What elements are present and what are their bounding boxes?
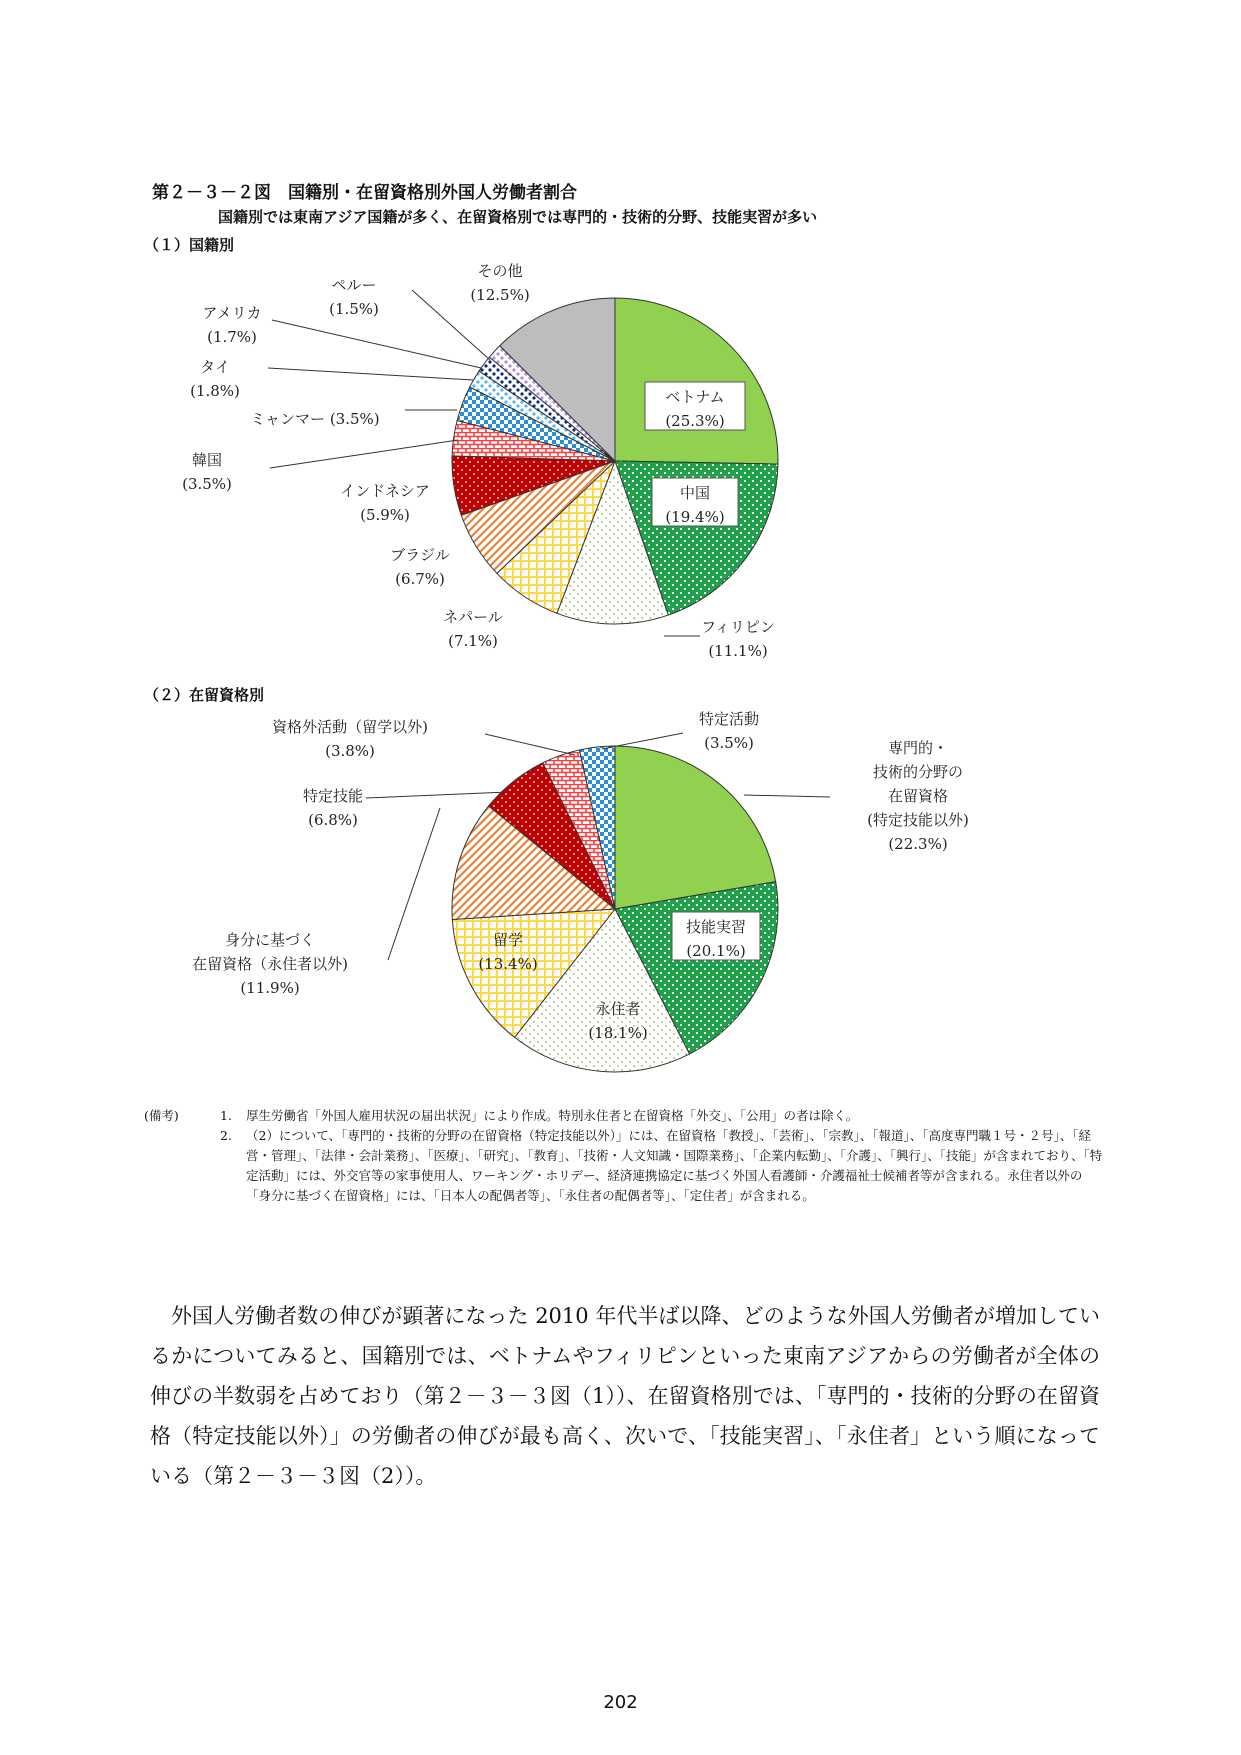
slice-value-label: (13.4%)	[478, 955, 538, 973]
chart2-title: （２）在留資格別	[144, 686, 265, 704]
note-number: 1.	[220, 1108, 232, 1123]
leader-line	[744, 795, 830, 797]
slice-value-label: (3.8%)	[325, 742, 375, 760]
page-number: 202	[603, 1692, 638, 1713]
slice-value-label: (1.8%)	[190, 382, 240, 400]
slice-value-label: (6.7%)	[395, 570, 445, 588]
slice-label: ミャンマー (3.5%)	[250, 410, 380, 428]
slice-label: 特定活動	[698, 710, 760, 728]
chart1-title: （１）国籍別	[144, 236, 235, 254]
slice-label: 韓国	[191, 451, 223, 469]
slice-value-label: (5.9%)	[360, 506, 410, 524]
slice-label: 在留資格	[887, 787, 949, 805]
leader-line	[268, 368, 473, 380]
body-paragraph-text: 外国人労働者数の伸びが顕著になった 2010 年代半ば以降、どのような外国人労働者が増加しているかについてみると、国籍別では、ベトナムやフィリピンといった東南アジアからの労働者が全体の伸びの半数弱を占めており（第２－３－３図（1））、在留資格別では、「専門的・技術的分野の在留資格（特定技能以外）」の労働者の伸びが最も高く、次いで、「技能実習」、「永住者」という順になっている（第２－３－３図（2））。	[150, 1304, 1100, 1488]
pie-chart-2	[192, 710, 969, 1072]
slice-label: ブラジル	[390, 546, 450, 564]
slice-value-label: (11.9%)	[240, 979, 300, 997]
slice-value-label: (6.8%)	[308, 811, 358, 829]
note-number: 2.	[220, 1128, 232, 1143]
slice-value-label: (20.1%)	[686, 942, 746, 960]
slice-value-label: (7.1%)	[448, 632, 498, 650]
slice-value-label: (1.5%)	[329, 300, 379, 318]
slice-value-label: (3.5%)	[704, 734, 754, 752]
leader-line	[366, 792, 508, 798]
slice-label: 留学	[492, 931, 524, 949]
slice-label: 資格外活動（留学以外)	[272, 718, 428, 736]
body-paragraph	[150, 1296, 1100, 1496]
slice-value-label: (25.3%)	[665, 412, 725, 430]
slice-value-label: (3.5%)	[182, 475, 232, 493]
slice-label: フィリピン	[701, 618, 775, 636]
slice-label: 中国	[679, 484, 711, 502]
slice-label: 身分に基づく	[224, 931, 316, 949]
pie-chart-1	[182, 262, 778, 660]
slice-value-label: (19.4%)	[665, 508, 725, 526]
pie-slice	[615, 298, 778, 464]
slice-label: アメリカ	[202, 304, 262, 322]
slice-label: ペルー	[331, 276, 377, 294]
leader-line	[272, 320, 481, 368]
leader-line	[602, 733, 683, 749]
slice-label: 特定技能	[302, 787, 364, 805]
slice-label: 技能実習	[685, 918, 747, 936]
leader-line	[388, 808, 440, 960]
slice-label: その他	[477, 262, 523, 280]
slice-label: タイ	[200, 358, 230, 376]
slice-label: 専門的・	[887, 739, 949, 757]
notes-label: (備考)	[144, 1108, 179, 1123]
slice-label: 永住者	[595, 1000, 641, 1018]
note-text: 厚生労働省「外国人雇用状況の届出状況」により作成。特別永住者と在留資格「外交」、「公用」の者は除く。	[246, 1108, 859, 1123]
notes	[144, 1106, 1104, 1206]
note-text: （2）について、「専門的・技術的分野の在留資格（特定技能以外）」には、在留資格「教授」、「芸術」、「宗教」、「報道」、「高度専門職１号・２号」、「経営・管理」、「法律・会計業務」、「医療」、「研究」、「教育」、「技術・人文知識・国際業務」、「企業内転勤」、「介護」、「興行」、「技能」が含まれており、「特定活動」には、外交官等の家事使用人、ワーキング・ホリデー、経済連携協定に基づく外国人看護師・介護福祉士候補者等が含まれる。永住者以外の「身分に基づく在留資格」には、「日本人の配偶者等」、「永住者の配偶者等」、「定住者」が含まれる。	[246, 1128, 1103, 1203]
slice-label: 技術的分野の	[872, 763, 964, 781]
figure-subtitle: 国籍別では東南アジア国籍が多く、在留資格別では専門的・技術的分野、技能実習が多い	[218, 208, 818, 226]
slice-label: ベトナム	[665, 388, 725, 406]
slice-value-label: (12.5%)	[470, 286, 530, 304]
slice-value-label: (1.7%)	[207, 328, 257, 346]
leader-line	[270, 440, 458, 468]
slice-value-label: (18.1%)	[588, 1024, 648, 1042]
slice-label: (特定技能以外)	[867, 811, 969, 829]
slice-label: インドネシア	[340, 482, 430, 500]
pie-slice	[615, 746, 776, 909]
leader-line	[485, 734, 575, 755]
slice-value-label: (11.1%)	[708, 642, 768, 660]
slice-label: 在留資格（永住者以外)	[192, 955, 348, 973]
slice-value-label: (22.3%)	[888, 835, 948, 853]
figure-title: 第２－３－２図 国籍別・在留資格別外国人労働者割合	[152, 183, 577, 203]
slice-label: ネパール	[443, 608, 503, 626]
